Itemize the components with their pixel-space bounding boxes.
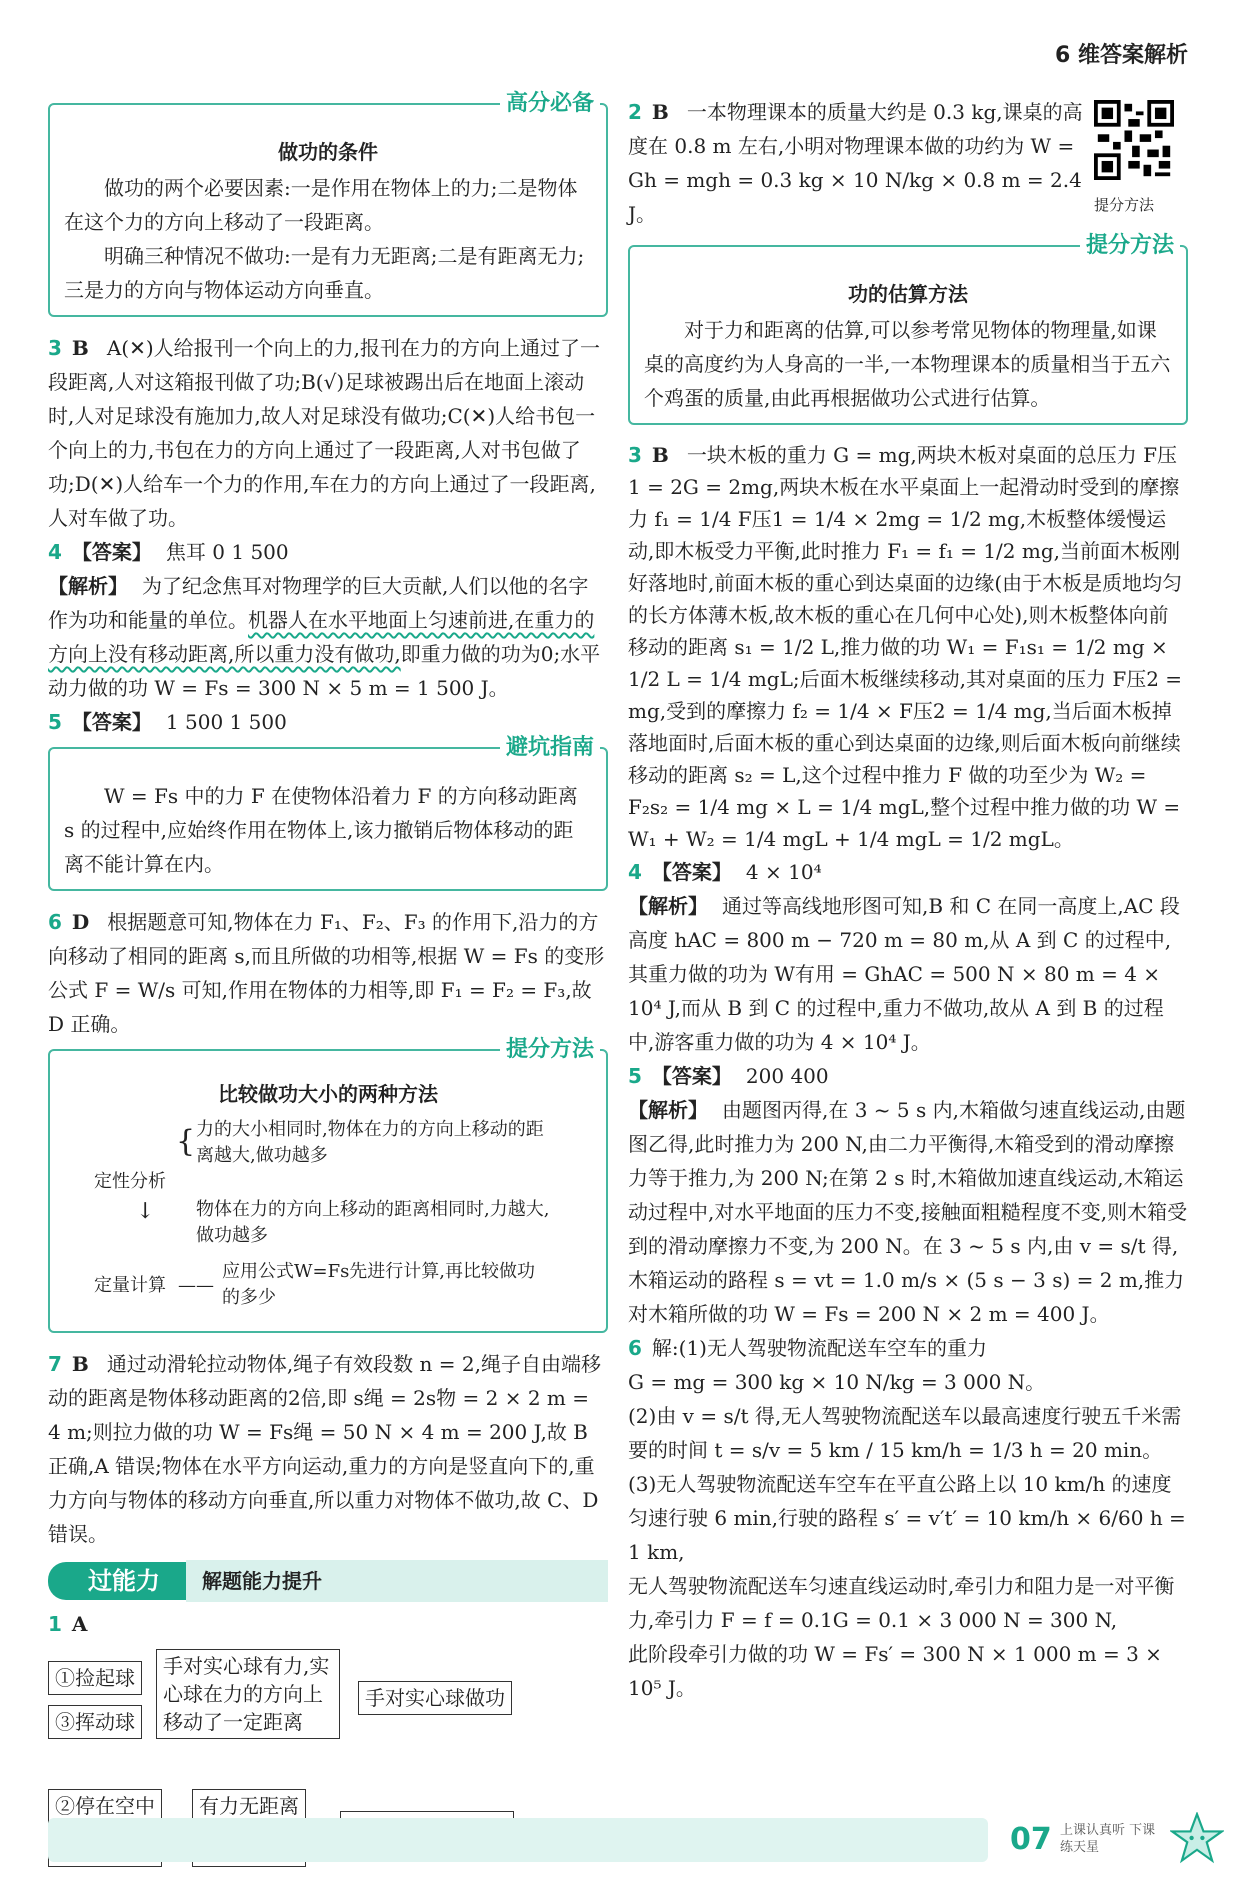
question-number: 3 [628, 443, 642, 467]
result-box: 手对实心球做功 [358, 1681, 512, 1715]
box-title: 比较做功大小的两种方法 [218, 1082, 438, 1106]
explanation: 一块木板的重力 G = mg,两块木板对桌面的总压力 F压1 = 2G = 2mg,两块木板在水平桌面上一起滑动时受到的摩擦力 f₁ = 1/4 F压1 = 1/4 × 2mg = 1/2 mg,木板整体缓慢运动,即木板受力平衡,此时推力 F₁ = f₁ = 1/2 mg,当前面木板刚好落地时,前面木板的重心到达桌面的边缘(由于木板是质地均匀的长方体薄木板,故木板的重心在几何中心处),则木板整体向前移动的距离 s₁ = 1/2 L,推力做的功 W₁ = F₁s₁ = 1/2 mg × 1/2 L = 1/4 mgL;后面木板继续移动,其对桌面的压力 F压2 = mg,受到的摩擦力 f₂ = 1/4 × F压2 = 1/4 mg,当后面木板掉落地面时,后面木板的重心到达桌面的边缘,则后面木板向前继续移动的距离 s₂ = L,这个过程中推力 F 做的功至少为 W₂ = F₂s₂ = 1/4 mg × L = 1/4 mgL,整个过程中推力做的功 W = W₁ + W₂ = 1/4 mgL + 1/4 mgL = 1/2 mgL。 [628, 443, 1183, 851]
analysis [628, 1093, 1188, 1331]
analysis-tag: 【解析】 [628, 1098, 708, 1122]
question-number: 6 [48, 910, 62, 934]
case-box: ②停在空中 [48, 1789, 162, 1823]
explanation: 根据题意可知,物体在力 F₁、F₂、F₃ 的作用下,沿力的方向移动了相同的距离 s,而且所做的功相等,根据 W = Fs 的变形公式 F = W/s 可知,作用在物体的力相等,即 F₁ = F₂ = F₃,故 D 正确。 [48, 910, 605, 1036]
analysis-tag: 【解析】 [628, 894, 708, 918]
answer-item [48, 905, 608, 1041]
right-column [628, 95, 1188, 1705]
banner-title: 过能力 [48, 1562, 186, 1600]
answer-letter: B [71, 1352, 89, 1376]
explanation: 一本物理课本的质量大约是 0.3 kg,课桌的高度在 0.8 m 左右,小明对物理课本做的功约为 W = Gh = mgh = 0.3 kg × 10 N/kg × 0.8 m = 2.4 J。 [628, 100, 1083, 226]
condition-box: 有力无距离 [192, 1789, 306, 1823]
question-number: 7 [48, 1352, 62, 1376]
tip-box-tifen [628, 233, 1188, 425]
dash: —— [178, 1275, 214, 1296]
box-label: 提分方法 [500, 1033, 600, 1067]
answer-letter: A [71, 1612, 88, 1636]
banner-subtitle: 解题能力提升 [186, 1560, 608, 1602]
explanation: 由题图丙得,在 3 ~ 5 s 内,木箱做匀速直线运动,由题图乙得,此时推力为 200 N,由二力平衡得,木箱受到的滑动摩擦力等于推力,为 200 N;在第 2 s 时,木箱做加速直线运动,木箱运动过程中,对水平地面的压力不变,接触面粗糙程度不变,则木箱受到的滑动摩擦力不变,为 200 N。在 3 ~ 5 s 内,由 v = s/t 得,木箱运动的路程 s = vt = 1.0 m/s × (5 s − 3 s) = 2 m,推力对木箱所做的功 W = Fs = 200 N × 2 m = 400 J。 [628, 1098, 1188, 1326]
question-number: 3 [48, 336, 62, 360]
solution-line: 解:(1)无人驾驶物流配送车空车的重力 [651, 1336, 987, 1360]
page-number: 07 [1010, 1822, 1052, 1857]
box-label: 高分必备 [500, 87, 600, 121]
section-banner [48, 1561, 608, 1601]
box-paragraph: 明确三种情况不做功:一是有力无距离;二是有距离无力;三是力的方向与物体运动方向垂直。 [64, 244, 585, 302]
solution-line: 此阶段牵引力做的功 W = Fs′ = 300 N × 1 000 m = 3 × 10⁵ J。 [628, 1642, 1162, 1700]
tip-box-tifen [48, 1037, 608, 1333]
qr-code-icon[interactable] [1094, 100, 1174, 180]
question-number: 5 [628, 1064, 642, 1088]
answer-item [48, 535, 608, 569]
explanation: 通过等高线地形图可知,B 和 C 在同一高度上,AC 段高度 hAC = 800 m − 720 m = 80 m,从 A 到 C 的过程中,其重力做的功为 W有用 = GhAC = 500 N × 80 m = 4 × 10⁴ J,而从 B 到 C 的过程中,重力不做功,故从 A 到 B 的过程中,游客重力做的功为 4 × 10⁴ J。 [628, 894, 1180, 1054]
box-title: 功的估算方法 [848, 282, 968, 306]
answer-item [48, 331, 608, 535]
explanation: 为了纪念焦耳对物理学的巨大贡献,人们以他的名字作为功和能量的单位。 [48, 574, 589, 632]
footer-band [48, 1818, 988, 1862]
condition-box: 手对实心球有力,实心球在力的方向上移动了一定距离 [156, 1649, 340, 1739]
box-label: 避坑指南 [500, 731, 600, 765]
answer-tag: 【答案】 [651, 860, 732, 884]
answer-value: 200 400 [745, 1064, 829, 1088]
tip-box-bikeng [48, 735, 608, 891]
explanation: 通过动滑轮拉动物体,绳子有效段数 n = 2,绳子自由端移动的距离是物体移动距离的2倍,即 s绳 = 2s物 = 2 × 2 m = 4 m;则拉力做的功 W = Fs绳 = 50 N × 4 m = 200 J,故 B 正确,A 错误;物体在水平方向运动,重力的方向是竖直向下的,重力方向与物体的移动方向垂直,所以重力对物体不做功,故 C、D 错误。 [48, 1352, 601, 1546]
method-flow [64, 1113, 592, 1323]
box-title: 做功的条件 [278, 140, 378, 164]
box-paragraph: 对于力和距离的估算,可以参考常见物体的物理量,如课桌的高度约为人身高的一半,一本物理课本的质量相当于五六个鸡蛋的质量,由此再根据做功公式进行估算。 [644, 318, 1171, 410]
solution-line: (3)无人驾驶物流配送车空车在平直公路上以 10 km/h 的速度匀速行驶 6 min,行驶的路程 s′ = v′t′ = 10 km/h × 6/60 h = 1 km, [628, 1472, 1186, 1564]
answer-letter: B [71, 336, 89, 360]
analysis [48, 569, 608, 705]
answer-tag: 【答案】 [71, 710, 152, 734]
qualitative-point: 物体在力的方向上移动的距离相同时,力越大,做功越多 [196, 1199, 550, 1246]
answer-tag: 【答案】 [651, 1064, 732, 1088]
box-label: 提分方法 [1080, 229, 1180, 263]
question-number: 6 [628, 1336, 642, 1360]
answer-value: 4 × 10⁴ [745, 860, 822, 884]
solution-line: G = mg = 300 kg × 10 N/kg = 3 000 N。 [628, 1370, 1046, 1394]
answer-item [48, 1607, 608, 1641]
analysis [628, 889, 1188, 1059]
answer-item [48, 1347, 608, 1551]
answer-item [628, 439, 1188, 855]
down-arrow-icon: ↓ [136, 1199, 155, 1224]
star-mascot-icon [1170, 1812, 1224, 1866]
answer-letter: B [651, 443, 669, 467]
answer-tag: 【答案】 [71, 540, 152, 564]
answer-letter: D [71, 910, 90, 934]
answer-item [628, 1331, 1188, 1365]
analysis-tag: 【解析】 [48, 574, 128, 598]
answer-letter: B [651, 100, 669, 124]
question-number: 1 [48, 1612, 62, 1636]
qr-caption: 提分方法 [1094, 196, 1155, 214]
page-header: 6 维答案解析 [1055, 43, 1188, 68]
question-number: 4 [48, 540, 62, 564]
left-column [48, 91, 608, 1897]
solution-line: (2)由 v = s/t 得,无人驾驶物流配送车以最高速度行驶五千米需要的时间 t = s/v = 5 km / 15 km/h = 1/3 h = 20 min。 [628, 1404, 1182, 1462]
answer-item [628, 1059, 1188, 1093]
tip-box-gaofen [48, 91, 608, 317]
quantitative-point: 应用公式W=Fs先进行计算,再比较做功的多少 [222, 1261, 536, 1308]
qualitative-label: 定性分析 [94, 1171, 166, 1192]
box-paragraph: 做功的两个必要因素:一是作用在物体上的力;二是物体在这个力的方向上移动了一段距离。 [64, 176, 578, 234]
question-number: 5 [48, 710, 62, 734]
footer-slogan: 上课认真听 下课练天星 [1060, 1823, 1156, 1855]
answer-item [628, 855, 1188, 889]
solution-line: 无人驾驶物流配送车匀速直线运动时,牵引力和阻力是一对平衡力,牵引力 F = f = 0.1G = 0.1 × 3 000 N = 300 N, [628, 1574, 1175, 1632]
question-number: 2 [628, 100, 642, 124]
explanation: A(✕)人给报刊一个向上的力,报刊在力的方向上通过了一段距离,人对这箱报刊做了功;B(√)足球被踢出后在地面上滚动时,人对足球没有施加力,故人对足球没有做功;C(✕)人给书包一个向上的力,书包在力的方向上通过了一段距离,人对书包做了功;D(✕)人给车一个力的作用,车在力的方向上通过了一段距离,人对车做了功。 [48, 336, 600, 530]
qualitative-point: 力的大小相同时,物体在力的方向上移动的距离越大,做功越多 [196, 1119, 544, 1166]
highlighted-text: 机器人在水平地面上匀速前进,在重力的方向上没有移动距离,所以重力没有做功, [48, 608, 595, 666]
answer-value: 焦耳 0 1 500 [165, 540, 289, 564]
case-box: ③挥动球 [48, 1705, 142, 1739]
answer-value: 1 500 1 500 [165, 710, 287, 734]
case-box: ①捡起球 [48, 1661, 142, 1695]
quantitative-label: 定量计算 [94, 1275, 166, 1296]
brace: { [176, 1124, 196, 1159]
box-paragraph: W = Fs 中的力 F 在使物体沿着力 F 的方向移动距离 s 的过程中,应始终作用在物体上,该力撤销后物体移动的距离不能计算在内。 [64, 784, 578, 876]
explanation: 即重力做的功为0;水平动力做的功 W = Fs = 300 N × 5 m = 1 500 J。 [48, 642, 601, 700]
question-number: 4 [628, 860, 642, 884]
